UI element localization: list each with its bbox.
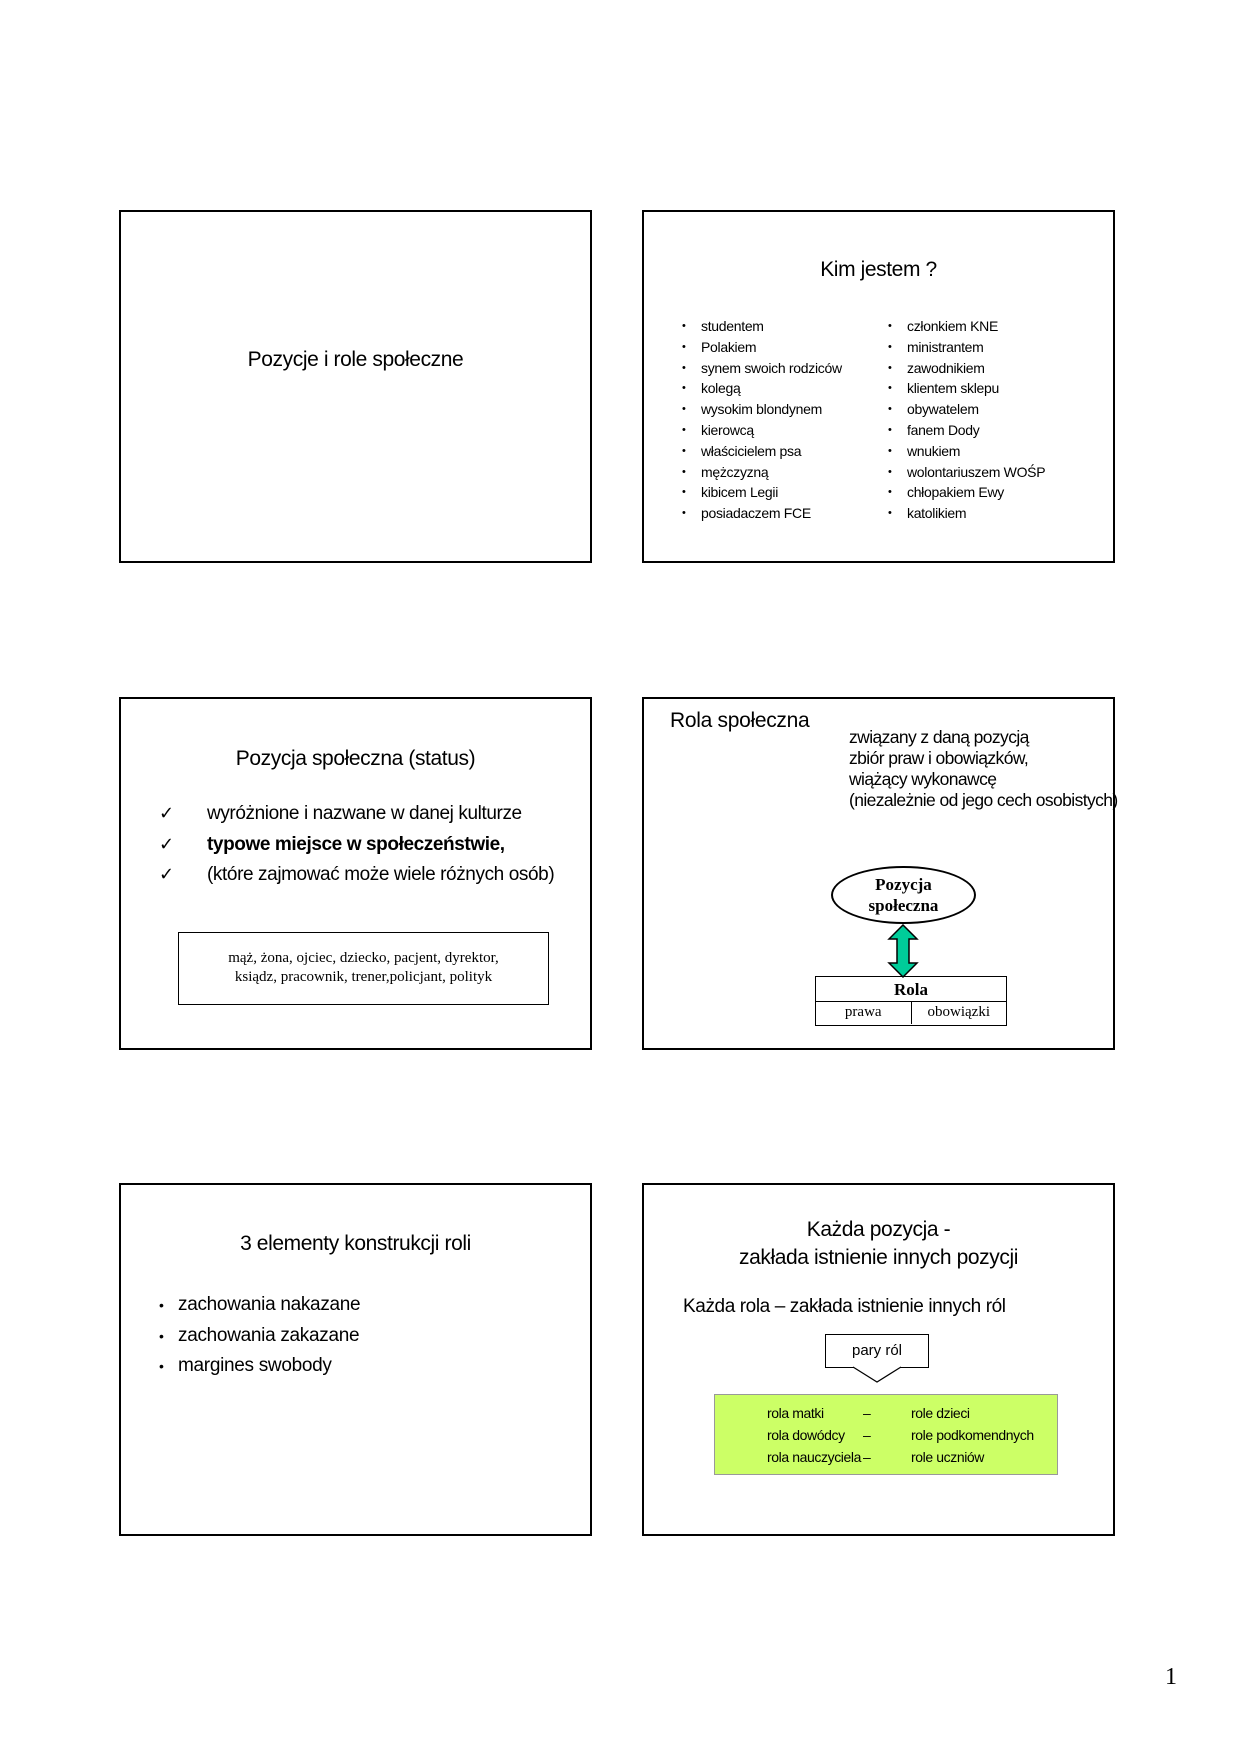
list-item: • chłopakiem Ewy: [888, 482, 1045, 503]
pair-right: role podkomendnych: [911, 1427, 1034, 1443]
examples-line: mąż, żona, ojciec, dziecko, pacjent, dyrektor,: [228, 950, 499, 966]
list-item: • obywatelem: [888, 399, 1045, 420]
role-pairs-box: [714, 1394, 1058, 1475]
role-elements-list: [159, 1290, 360, 1382]
pair-dash: –: [863, 1449, 871, 1465]
status-checklist: [159, 799, 554, 891]
slide-4-title: Rola społeczna: [670, 709, 810, 732]
pair-left: rola dowódcy: [767, 1427, 845, 1443]
role-pair-row: [715, 1424, 1057, 1446]
checklist-item: ✓ wyróżnione i nazwane w danej kulturze: [159, 799, 554, 830]
list-item: • Polakiem: [682, 337, 842, 358]
list-item: • mężczyzną: [682, 462, 842, 483]
list-item: • członkiem KNE: [888, 316, 1045, 337]
list-item: • synem swoich rodziców: [682, 358, 842, 379]
definition-line: zbiór praw i obowiązków,: [849, 748, 1029, 768]
list-item: • wolontariuszem WOŚP: [888, 462, 1045, 483]
list-item: • fanem Dody: [888, 420, 1045, 441]
pair-left: rola nauczyciela: [767, 1449, 861, 1465]
list-item: • studentem: [682, 316, 842, 337]
definition-line: związany z daną pozycją: [849, 727, 1029, 747]
list-item: • kolegą: [682, 378, 842, 399]
slide-1-title: Pozycje i role społeczne: [247, 348, 464, 371]
pair-right: role dzieci: [911, 1405, 970, 1421]
ellipse-line: społeczna: [868, 896, 939, 915]
role-duties: obowiązki: [927, 1004, 990, 1020]
list-item: • ministrantem: [888, 337, 1045, 358]
position-ellipse: [831, 866, 976, 924]
list-item: • wnukiem: [888, 441, 1045, 462]
slide-1: [119, 210, 592, 563]
list-item: • wysokim blondynem: [682, 399, 842, 420]
slide-6-title-line1: Każda pozycja -: [806, 1218, 951, 1241]
list-item: • kierowcą: [682, 420, 842, 441]
role-rights: prawa: [816, 1002, 912, 1024]
role-table: [815, 976, 1007, 1026]
list-item: • posiadaczem FCE: [682, 503, 842, 524]
definition-line: (niezależnie od jego cech osobistych): [849, 790, 1118, 810]
examples-line: ksiądz, pracownik, trener,policjant, polityk: [234, 969, 493, 985]
definition-line: wiążący wykonawcę: [849, 769, 997, 789]
role-pair-row: [715, 1402, 1057, 1424]
slide-2-title: Kim jestem ?: [820, 258, 937, 281]
checklist-item: ✓ typowe miejsce w społeczeństwie,: [159, 830, 554, 861]
pair-right: role uczniów: [911, 1449, 985, 1465]
pair-dash: –: [863, 1427, 871, 1443]
slide-6-subtitle: Każda rola – zakłada istnienie innych ról: [683, 1296, 1006, 1317]
slide-5-title: 3 elementy konstrukcji roli: [240, 1232, 471, 1255]
list-item: • właścicielem psa: [682, 441, 842, 462]
identity-list-left: [682, 316, 842, 524]
list-item: • margines swobody: [159, 1351, 360, 1382]
identity-list-right: [888, 316, 1045, 524]
list-item: • kibicem Legii: [682, 482, 842, 503]
double-arrow-icon: [887, 924, 919, 978]
role-definition: [849, 727, 1118, 811]
pair-left: rola matki: [767, 1405, 824, 1421]
slide-2: [642, 210, 1115, 563]
pair-dash: –: [863, 1405, 871, 1421]
slide-3: [119, 697, 592, 1050]
slide-3-title: Pozycja społeczna (status): [235, 747, 476, 770]
page-number: 1: [1165, 1664, 1177, 1690]
checklist-item: ✓ (które zajmować może wiele różnych osób): [159, 860, 554, 891]
list-item: • zachowania zakazane: [159, 1321, 360, 1352]
slide-4: [642, 697, 1118, 1050]
slide-5: [119, 1183, 592, 1536]
list-item: • katolikiem: [888, 503, 1045, 524]
pairs-label-box: pary ról: [825, 1334, 929, 1368]
list-item: • zachowania nakazane: [159, 1290, 360, 1321]
status-examples-box: [178, 932, 549, 1005]
role-pair-row: [715, 1446, 1057, 1468]
list-item: • zawodnikiem: [888, 358, 1045, 379]
slide-6: [642, 1183, 1115, 1536]
slide-6-title-line2: zakłada istnienie innych pozycji: [738, 1246, 1019, 1269]
down-arrow-icon: [851, 1366, 903, 1384]
ellipse-line: Pozycja: [875, 875, 932, 894]
list-item: • klientem sklepu: [888, 378, 1045, 399]
role-table-title: Rola: [816, 977, 1006, 1002]
